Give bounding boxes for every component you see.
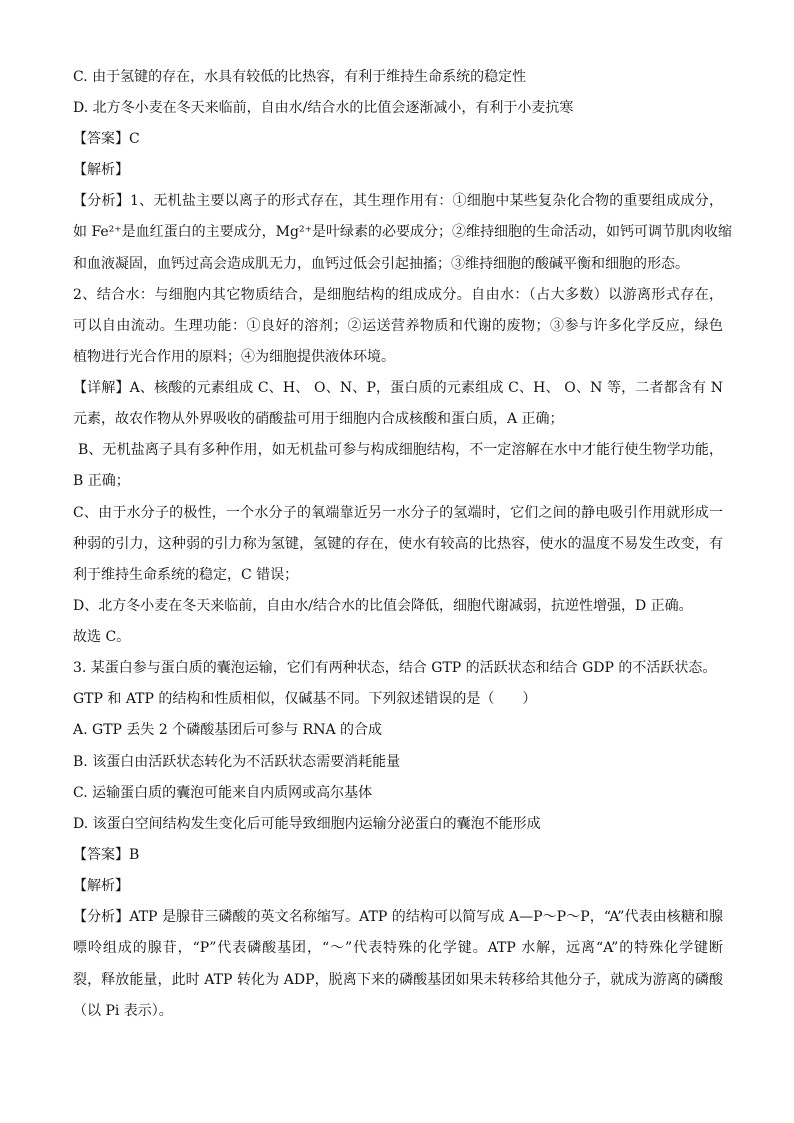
option-b-line: B. 该蛋白由活跃状态转化为不活跃状态需要消耗能量 [73,754,401,770]
question-stem-line: 3. 某蛋白参与蛋白质的囊泡运输，它们有两种状态，结合 GTP 的活跃状态和结合 GDP 的不活跃状态。 [73,660,717,676]
option-c-line: C. 由于氢键的存在，水具有较低的比热容，有利于维持生命系统的稳定性 [73,69,527,85]
question-stem-line: GTP 和 ATP 的结构和性质相似，仅碱基不同。下列叙述错误的是（ ） [73,691,537,707]
analysis-text-line: 裂，释放能量，此时 ATP 转化为 ADP，脱离下来的磷酸基团如果未转移给其他分子，就成为游离的磷酸 [73,972,723,988]
detail-text-line: C、由于水分子的极性，一个水分子的氧端靠近另一水分子的氢端时，它们之间的静电吸引作用就形成一 [73,505,723,521]
analysis-text-line: 嘌呤组成的腺苷，“P”代表磷酸基团，“～”代表特殊的化学键。ATP 水解，远离“A”的特殊化学键断 [73,940,723,956]
answer-label: 【答案】C [73,131,140,147]
answer-label: 【答案】B [73,847,140,863]
analysis-text-line: 植物进行光合作用的原料；④为细胞提供液体环境。 [73,349,395,365]
option-d-line: D. 北方冬小麦在冬天来临前，自由水/结合水的比值会逐渐减小，有利于小麦抗寒 [73,100,574,116]
analysis-text-line: 可以自由流动。生理功能：①良好的溶剂；②运送营养物质和代谢的废物；③参与许多化学反应，绿色 [73,318,723,334]
analysis-text-line: 【分析】ATP 是腺苷三磷酸的英文名称缩写。ATP 的结构可以简写成 A—P～P～P，“A”代表由核糖和腺 [73,909,723,925]
detail-text-line: B 正确； [73,473,130,489]
analysis-text-line: 【分析】1、无机盐主要以离子的形式存在，其生理作用有：①细胞中某些复杂化合物的重要组成成分， [73,193,723,209]
detail-text-line: 【详解】A、核酸的元素组成 C、H、 O、N、P，蛋白质的元素组成 C、H、 O、N 等，二者都含有 N [73,380,723,396]
detail-text-line: B、无机盐离子具有多种作用，如无机盐可参与构成细胞结构，不一定溶解在水中才能行使生物学功能， [78,442,723,458]
analysis-label: 【解析】 [73,878,129,894]
conclusion-line: 故选 C。 [73,629,131,645]
option-d-line: D. 该蛋白空间结构发生变化后可能导致细胞内运输分泌蛋白的囊泡不能形成 [73,816,541,832]
option-c-line: C. 运输蛋白质的囊泡可能来自内质网或高尔基体 [73,785,373,801]
detail-text-line: D、北方冬小麦在冬天来临前，自由水/结合水的比值会降低，细胞代谢减弱，抗逆性增强，D 正确。 [73,598,693,614]
analysis-label: 【解析】 [73,162,129,178]
analysis-text-line: 和血液凝固，血钙过高会造成肌无力，血钙过低会引起抽搐；③维持细胞的酸碱平衡和细胞的形态。 [73,256,689,272]
detail-text-line: 利于维持生命系统的稳定，C 错误； [73,567,299,583]
option-a-line: A. GTP 丢失 2 个磷酸基团后可参与 RNA 的合成 [73,722,383,738]
analysis-text-line: 如 Fe²⁺是血红蛋白的主要成分，Mg²⁺是叶绿素的必要成分；②维持细胞的生命活动，如钙可调节肌肉收缩 [73,224,732,240]
detail-text-line: 元素，故农作物从外界吸收的硝酸盐可用于细胞内合成核酸和蛋白质，A 正确； [73,411,564,427]
analysis-text-line: （以 Pi 表示）。 [73,1003,173,1019]
detail-text-line: 种弱的引力，这种弱的引力称为氢键，氢键的存在，使水有较高的比热容，使水的温度不易发生改变，有 [73,536,723,552]
analysis-text-line: 2、结合水：与细胞内其它物质结合，是细胞结构的组成成分。自由水：（占大多数）以游离形式存在， [73,287,723,303]
